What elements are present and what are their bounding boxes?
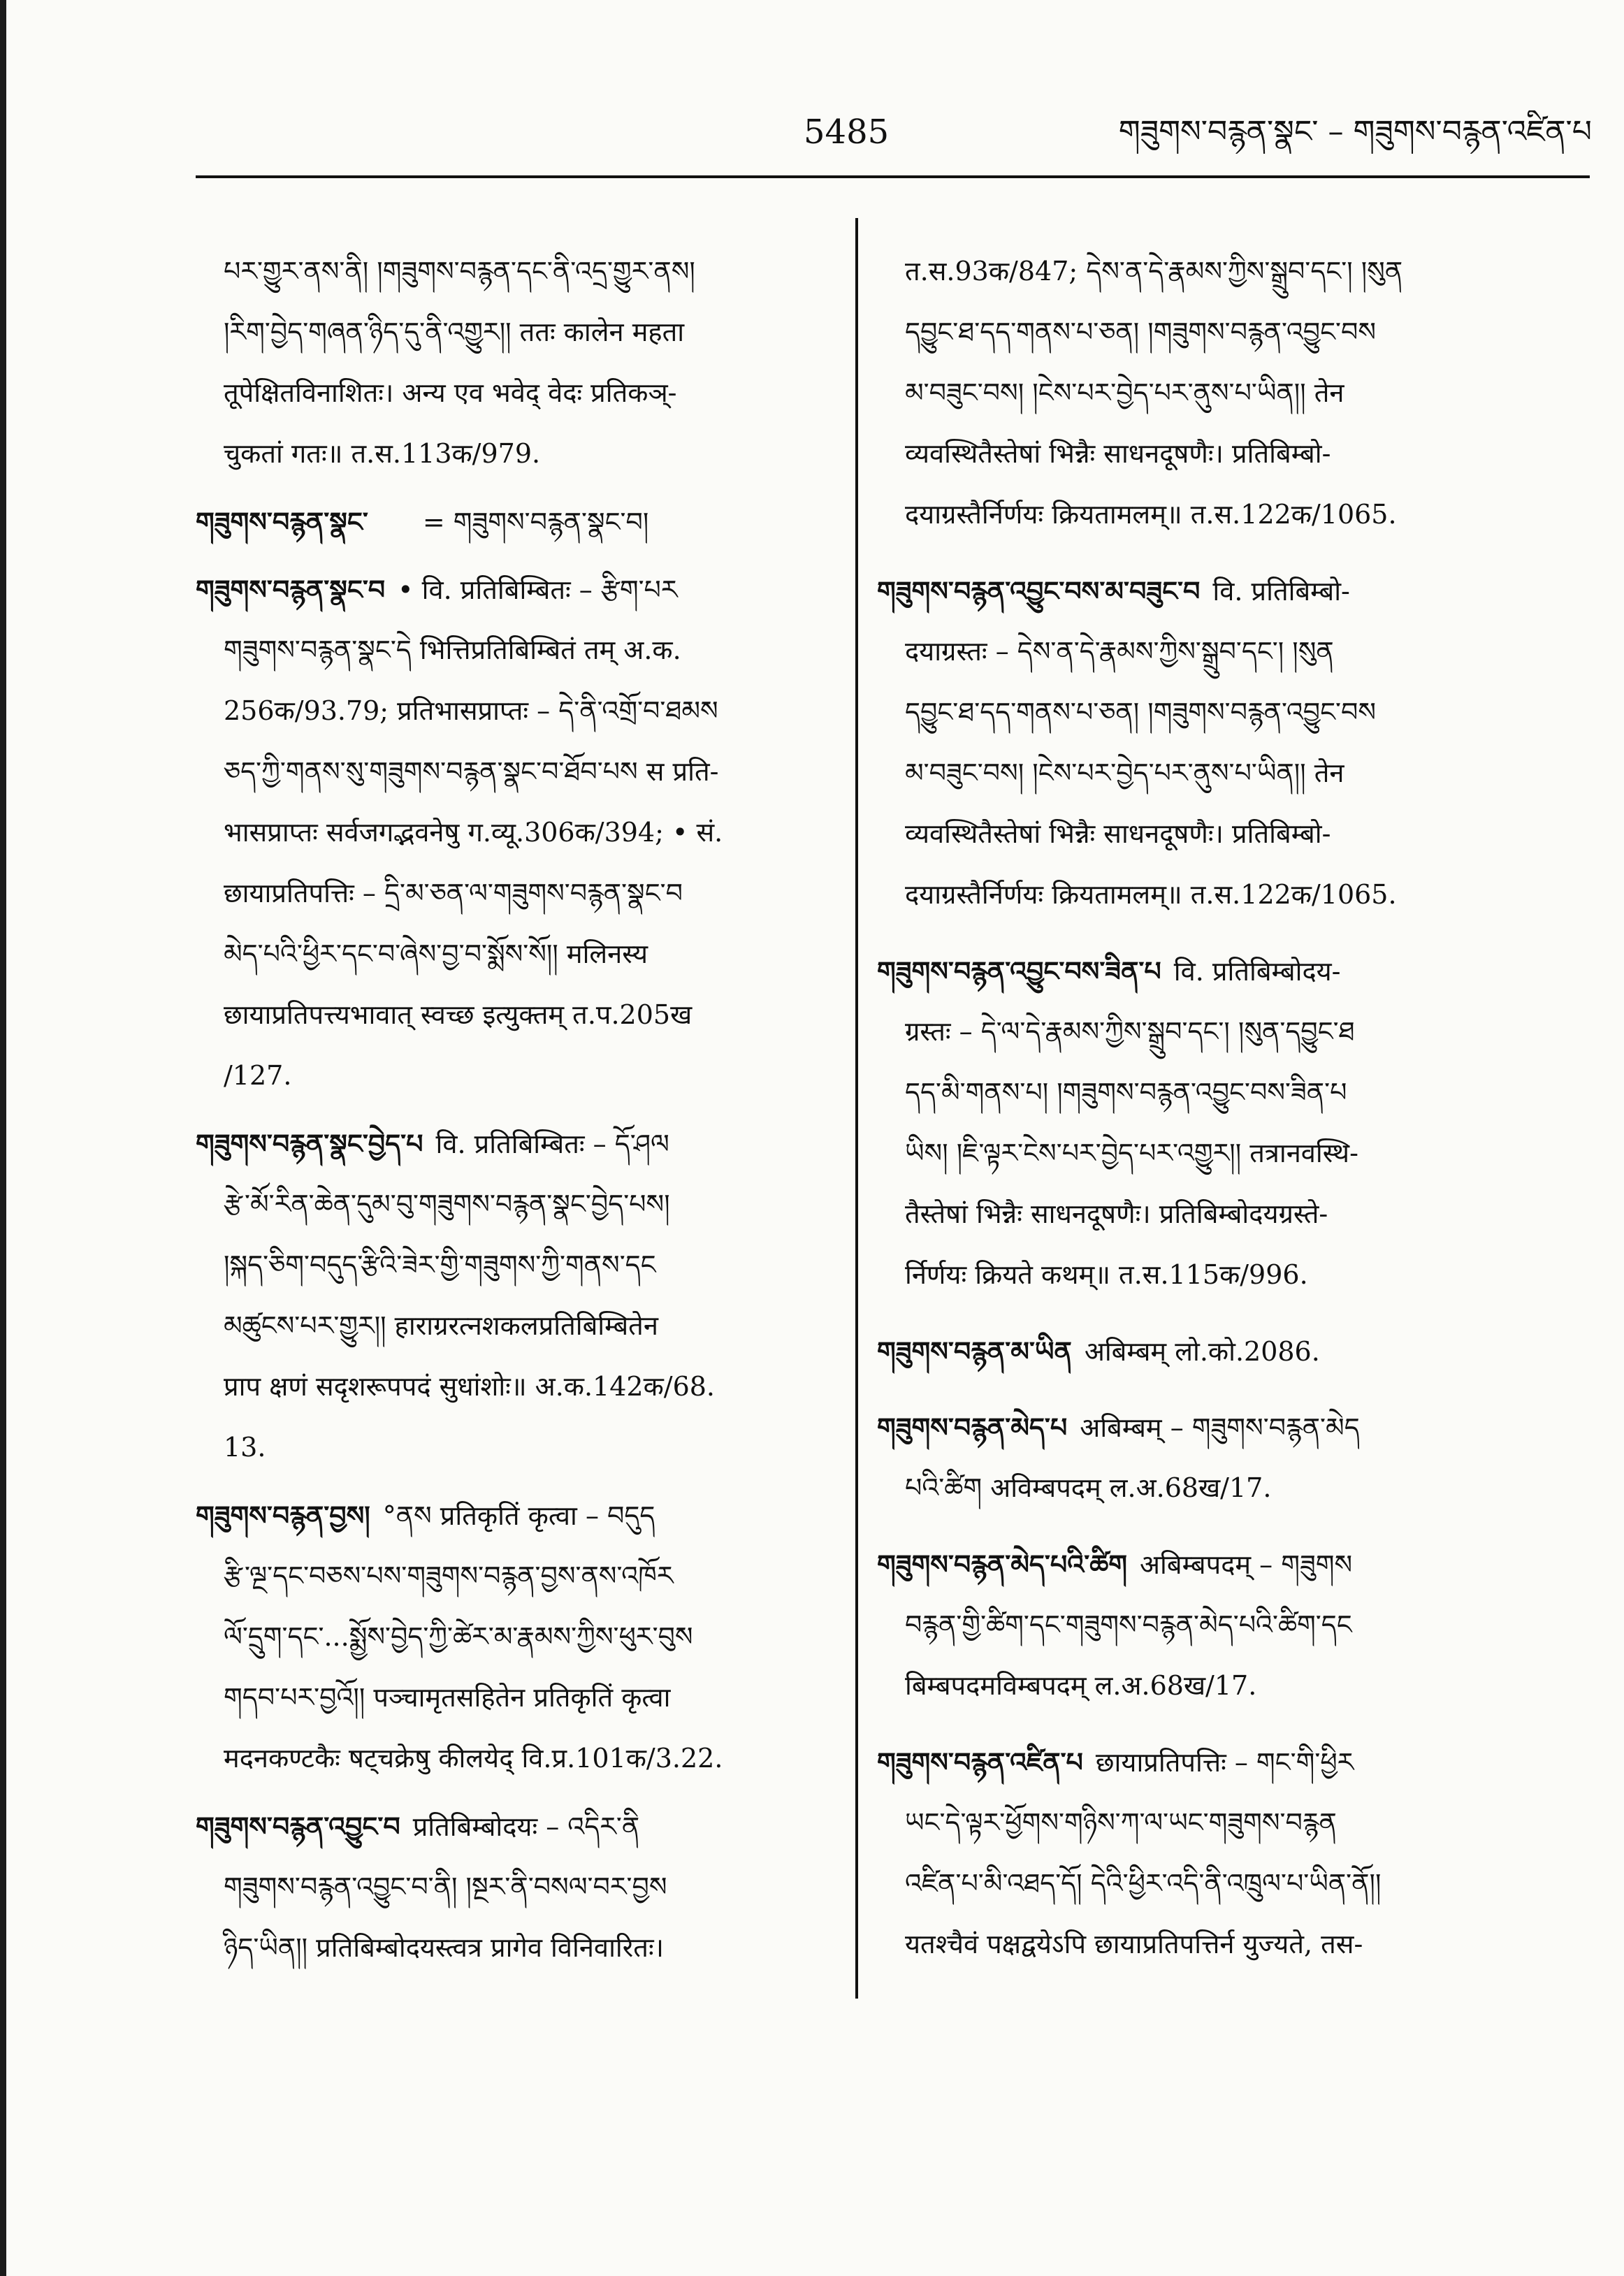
entry-line: གཟུགས་བརྙན་འབྱུང་བ་ནི། །སྔར་ནི་བསལ་བར་བྱས	[224, 1871, 667, 1902]
entry-headword: གཟུགས་བརྙན་འབྱུང་བས་ཟིན་པ	[877, 955, 1161, 987]
dictionary-entry	[877, 560, 1551, 925]
dictionary-entry	[877, 941, 1551, 1305]
entry-text: वि. प्रतिबिम्बो-	[1212, 576, 1350, 607]
dictionary-entry	[196, 1796, 828, 1978]
dictionary-entry	[877, 1732, 1551, 1975]
entry-first-line	[196, 491, 828, 552]
entry-line: རྩི་ལྔ་དང་བཅས་པས་གཟུགས་བརྙན་བྱས་ནས་འཁོར	[224, 1560, 674, 1591]
entry-text: वि. प्रतिबिम्बितः – དོ་ཤལ	[435, 1129, 669, 1159]
entry-line: ལོ་དྲུག་དང་...སྨྱོས་བྱེད་ཀྱི་ཚེར་མ་རྣམས་ཀྱིས་ཕུར་བུས	[224, 1621, 693, 1652]
entry-line: ཉིད་ཡིན།། प्रतिबिम्बोदयस्त्वत्र प्रागेव विनिवारितः।	[224, 1932, 665, 1963]
entry-line: ཅད་ཀྱི་གནས་སུ་གཟུགས་བརྙན་སྣང་བ་ཐོབ་པས स प्रति-	[224, 756, 719, 787]
entry-text: अबिम्बपदम् – གཟུགས	[1140, 1549, 1353, 1580]
entry-line: དབྱུང་ཐ་དད་གནས་པ་ཅན། །གཟུགས་བརྙན་འབྱུང་བས	[905, 317, 1377, 347]
entry-first-line	[196, 1796, 828, 1857]
entry-line: དད་མི་གནས་པ། །གཟུགས་བརྙན་འབྱུང་བས་ཟིན་པ	[905, 1077, 1347, 1108]
entry-line: छायाप्रतिपत्तिः – དྲི་མ་ཅན་ལ་གཟུགས་བརྙན་སྣང་བ	[224, 878, 683, 908]
entry-text: °ནས प्रतिकृतिं कृत्वा – བདུད	[382, 1500, 655, 1531]
entry-first-line	[877, 1321, 1551, 1382]
scan-binding-edge	[0, 0, 6, 2276]
dictionary-entry	[877, 1534, 1551, 1716]
dictionary-entry	[877, 1397, 1551, 1518]
entry-line: दयाग्रस्तैर्निर्णयः क्रियतामलम्॥ त.स.122क/1065.	[905, 499, 1397, 530]
header-rule	[196, 175, 1590, 178]
entry-line: །སྐད་ཅིག་བདུད་རྩིའི་ཟེར་གྱི་གཟུགས་ཀྱི་གནས་དང	[224, 1249, 656, 1280]
entry-line: 13.	[224, 1432, 266, 1463]
entry-line: །རིག་བྱེད་གཞན་ཉིད་དུ་ནི་འགྱུར།། ततः कालेन महता	[224, 317, 685, 347]
entry-text: = གཟུགས་བརྙན་སྣང་བ།	[422, 507, 649, 537]
page-number: 5485	[804, 113, 890, 152]
entry-first-line	[196, 1113, 828, 1174]
entry-line: बिम्बपदमविम्बपदम् ल.अ.68ख/17.	[905, 1670, 1257, 1701]
entry-headword: གཟུགས་བརྙན་སྣང་བྱེད་པ	[196, 1128, 423, 1159]
entry-line: བརྙན་གྱི་ཚིག་དང་གཟུགས་བརྙན་མེད་པའི་ཚིག་དང	[905, 1609, 1352, 1640]
entry-headword: གཟུགས་བརྙན་བྱས།	[196, 1500, 370, 1531]
entry-line: མེད་པའི་ཕྱིར་དང་བ་ཞེས་བྱ་བ་སྨོས་སོ།། मलिनस्य	[224, 938, 648, 969]
entry-line: ग्रस्तः – དེ་ལ་དེ་རྣམས་ཀྱིས་སྒྲུབ་དང་། །སུན་དབྱུང་ཐ	[905, 1016, 1355, 1047]
entry-line: དབྱུང་ཐ་དད་གནས་པ་ཅན། །གཟུགས་བརྙན་འབྱུང་བས	[905, 697, 1377, 727]
entry-line: རྩེ་མོ་རིན་ཆེན་དུམ་བུ་གཟུགས་བརྙན་སྣང་བྱེད་པས།	[224, 1189, 670, 1219]
entry-line: दयाग्रस्तैर्निर्णयः क्रियतामलम्॥ त.स.122क/1065.	[905, 879, 1397, 910]
entry-line: མ་བཟུང་བས། །ངེས་པར་བྱེད་པར་ནུས་པ་ཡིན།། तेन	[905, 758, 1344, 788]
entry-headword: གཟུགས་བརྙན་མེད་པའི་ཚིག	[877, 1549, 1127, 1580]
entry-line: यतश्चैवं पक्षद्वयेऽपि छायाप्रतिपत्तिर्न युज्यते, तस-	[905, 1929, 1363, 1959]
entry-line: छायाप्रतिपत्त्यभावात् स्वच्छ इत्युक्तम् त.प.205ख	[224, 999, 693, 1030]
dictionary-entry	[196, 1113, 828, 1478]
entry-headword: གཟུགས་བརྙན་འབྱུང་བ	[196, 1811, 400, 1842]
entry-headword: གཟུགས་བརྙན་འབྱུང་བས་མ་བཟུང་བ	[877, 575, 1201, 607]
entry-line: व्यवस्थितैस्तेषां भिन्नैः साधनदूषणैः। प्रतिबिम्बो-	[905, 818, 1331, 849]
dictionary-entry	[877, 1321, 1551, 1382]
entry-first-line	[877, 1534, 1551, 1595]
entry-line: व्यवस्थितैस्तेषां भिन्नैः साधनदूषणैः। प्रतिबिम्बो-	[905, 438, 1331, 469]
entry-line: तैस्तेषां भिन्नैः साधनदूषणैः। प्रतिबिम्बोदयग्रस्ते-	[905, 1198, 1328, 1229]
right-column	[877, 241, 1551, 1975]
entry-line: ཡིས། །ཇི་ལྟར་ངེས་པར་བྱེད་པར་འགྱུར།། तत्रानवस्थि-	[905, 1138, 1358, 1168]
entry-headword: གཟུགས་བརྙན་སྣང་	[196, 506, 368, 537]
entry-line: चुकतां गतः॥ त.स.113क/979.	[224, 438, 541, 469]
entry-line: र्निर्णयः क्रियते कथम्॥ त.स.115क/996.	[905, 1259, 1308, 1290]
entry-line: འཛིན་པ་མི་འཐད་དོ། དེའི་ཕྱིར་འདི་ནི་འཁྲུལ་པ་ཡིན་ནོ།།	[905, 1868, 1382, 1899]
entry-first-line	[877, 1732, 1551, 1792]
entry-first-line	[196, 559, 828, 620]
entry-line: त.स.93क/847; དེས་ན་དེ་རྣམས་ཀྱིས་སྒྲུབ་དང་། །སུན	[905, 256, 1403, 287]
entry-line: मदनकण्टकैः षट्चक्रेषु कीलयेद् वि.प्र.101क/3.22.	[224, 1743, 723, 1774]
dictionary-entry	[196, 241, 828, 484]
entry-line: तूपेक्षितविनाशितः। अन्य एव भवेद् वेदः प्रतिकञ्-	[224, 377, 677, 408]
entry-first-line	[877, 560, 1551, 621]
entry-line: མ་བཟུང་བས། །ངེས་པར་བྱེད་པར་ནུས་པ་ཡིན།། तेन	[905, 377, 1344, 408]
column-divider	[855, 218, 858, 1999]
entry-line: གདབ་པར་བྱའོ།། पञ्चामृतसहितेन प्रतिकृतिं कृत्वा	[224, 1682, 671, 1713]
dictionary-entry	[196, 559, 828, 1106]
entry-text: प्रतिबिम्बोदयः – འདིར་ནི	[412, 1811, 640, 1842]
entry-line: པར་གྱུར་ནས་ནི། །གཟུགས་བརྙན་དང་ནི་འདྲ་གྱུར་ནས།	[224, 256, 695, 287]
entry-text: • वि. प्रतिबिम्बितः – རྩིག་པར	[398, 574, 678, 605]
entry-first-line	[877, 1397, 1551, 1458]
left-column	[196, 241, 828, 1978]
entry-first-line	[196, 1485, 828, 1546]
dictionary-entry	[196, 491, 828, 552]
entry-headword: གཟུགས་བརྙན་མ་ཡིན	[877, 1335, 1072, 1367]
entry-line: པའི་ཚིག अविम्बपदम् ल.अ.68ख/17.	[905, 1472, 1272, 1503]
entry-line: 256क/93.79; प्रतिभासप्राप्तः – དེ་ནི་འགྲོ་བ་ཐམས	[224, 695, 718, 726]
entry-line: भासप्राप्तः सर्वजगद्भवनेषु ग.व्यू.306क/394; • सं.	[224, 817, 723, 848]
entry-text: वि. प्रतिबिम्बोदय-	[1173, 956, 1341, 987]
entry-line: /127.	[224, 1060, 292, 1091]
entry-text: छायाप्रतिपत्तिः – གང་གི་ཕྱིར	[1095, 1747, 1354, 1778]
entry-headword: གཟུགས་བརྙན་འཛིན་པ	[877, 1746, 1083, 1778]
entry-line: མཚུངས་པར་གྱུར།། हाराग्ररत्नशकलप्रतिबिम्बितेन	[224, 1310, 658, 1341]
entry-line: दयाग्रस्तः – དེས་ན་དེ་རྣམས་ཀྱིས་སྒྲུབ་དང་། །སུན	[905, 636, 1334, 667]
entry-headword: གཟུགས་བརྙན་མེད་པ	[877, 1412, 1068, 1443]
guide-words: གཟུགས་བརྙན་སྣང་ – གཟུགས་བརྙན་འཛིན་པ	[1118, 114, 1592, 150]
entry-line: ཡང་དེ་ལྟར་ཕྱོགས་གཉིས་ཀ་ལ་ཡང་གཟུགས་བརྙན	[905, 1807, 1337, 1838]
entry-line: प्राप क्षणं सदृशरूपपदं सुधांशोः॥ अ.क.142क/68.	[224, 1371, 716, 1402]
entry-line: གཟུགས་བརྙན་སྣང་དེ भित्तिप्रतिबिम्बितं तम् अ.क.	[224, 635, 681, 665]
entry-text: अबिम्बम् लो.को.2086.	[1084, 1336, 1320, 1367]
entry-first-line	[877, 941, 1551, 1001]
entry-headword: གཟུགས་བརྙན་སྣང་བ	[196, 574, 386, 605]
dictionary-entry	[196, 1485, 828, 1789]
entry-text: अबिम्बम् – གཟུགས་བརྙན་མེད	[1080, 1412, 1360, 1443]
dictionary-entry	[877, 241, 1551, 545]
